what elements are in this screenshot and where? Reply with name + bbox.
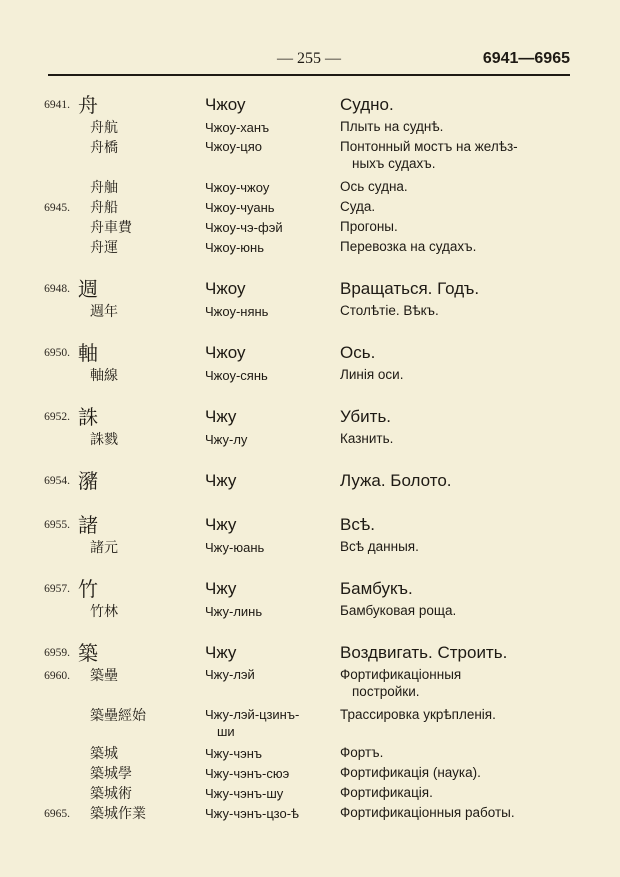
translation-line-1: Фортификаціонныя xyxy=(340,667,462,682)
entry-number: 6965. xyxy=(44,808,70,820)
translation-line-2: ныхъ судахъ. xyxy=(352,156,436,171)
translation: Всѣ. xyxy=(340,515,375,534)
romanization: Чжу-чэнъ-цзо-ѣ xyxy=(205,806,300,821)
romanization: Чжоу-чуань xyxy=(205,200,275,215)
translation: Прогоны. xyxy=(340,219,398,234)
entry-row xyxy=(0,118,620,138)
hanzi: 諸元 xyxy=(90,540,118,556)
translation: Ось. xyxy=(340,343,376,362)
romanization: Чжу xyxy=(205,643,237,662)
hanzi: 築 xyxy=(78,641,98,665)
entry-row xyxy=(0,92,620,118)
translation: Бамбукъ. xyxy=(340,579,413,598)
hanzi: 瀦 xyxy=(78,469,98,493)
translation: Бамбуковая роща. xyxy=(340,603,457,618)
romanization: Чжу-чэнъ xyxy=(205,746,263,761)
hanzi: 舟舳 xyxy=(90,180,118,196)
romanization: Чжоу-сянь xyxy=(205,368,268,383)
romanization: Чжоу-чэ-фэй xyxy=(205,220,283,235)
page-number: — 255 — xyxy=(277,50,341,67)
entry-number: 6948. xyxy=(44,283,70,295)
hanzi: 築城作業 xyxy=(90,806,146,822)
entry-row xyxy=(0,538,620,558)
hanzi: 舟運 xyxy=(90,240,118,256)
romanization xyxy=(205,706,330,740)
entry-number: 6955. xyxy=(44,519,70,531)
translation: Перевозка на судахъ. xyxy=(340,239,477,254)
translation: Лужа. Болото. xyxy=(340,471,452,490)
hanzi: 築城學 xyxy=(90,766,132,782)
translation: Фортъ. xyxy=(340,745,384,760)
hanzi: 舟航 xyxy=(90,120,118,136)
translation: Вращаться. Годъ. xyxy=(340,279,480,298)
entry-number: 6950. xyxy=(44,347,70,359)
entry-row xyxy=(0,404,620,430)
romanization: Чжоу-нянь xyxy=(205,304,269,319)
hanzi: 築壘 xyxy=(90,668,118,684)
translation: Казнить. xyxy=(340,431,394,446)
romanization: Чжоу xyxy=(205,279,246,298)
romanization: Чжоу-цяо xyxy=(205,139,262,154)
hanzi: 竹林 xyxy=(90,604,118,620)
entry-row xyxy=(0,744,620,764)
hanzi: 週 xyxy=(78,277,98,301)
romanization: Чжу-линь xyxy=(205,604,263,619)
entry-row xyxy=(0,468,620,494)
romanization: Чжу-чэнъ-шу xyxy=(205,786,284,801)
entry-number: 6952. xyxy=(44,411,70,423)
hanzi: 軸線 xyxy=(90,368,118,384)
romanization: Чжоу-ханъ xyxy=(205,120,270,135)
entry-row xyxy=(0,366,620,386)
translation: Фортификація (наука). xyxy=(340,765,481,780)
entry-row xyxy=(0,276,620,302)
entry-row xyxy=(0,602,620,622)
entry-row xyxy=(0,576,620,602)
entry-row xyxy=(0,784,620,804)
entry-number: 6957. xyxy=(44,583,70,595)
entry-list xyxy=(0,92,620,824)
entry-number: 6960. xyxy=(44,670,70,682)
translation: Судно. xyxy=(340,95,394,114)
translation: Ось судна. xyxy=(340,179,408,194)
entry-row xyxy=(0,340,620,366)
hanzi: 諸 xyxy=(78,513,98,537)
romanization: Чжоу-чжоу xyxy=(205,180,270,195)
entry-row xyxy=(0,666,620,704)
hanzi: 舟橋 xyxy=(90,140,118,156)
romanization-line-1: Чжу-лэй-цзинъ- xyxy=(205,707,300,722)
entry-row xyxy=(0,302,620,322)
hanzi: 誅 xyxy=(78,405,98,429)
hanzi: 誅戮 xyxy=(90,432,118,448)
entry-number: 6945. xyxy=(44,202,70,214)
entry-row xyxy=(0,218,620,238)
translation: Плыть на суднѣ. xyxy=(340,119,444,134)
romanization: Чжу xyxy=(205,407,237,426)
translation: Столѣтіе. Вѣкъ. xyxy=(340,303,439,318)
entry-row xyxy=(0,430,620,450)
romanization: Чжу xyxy=(205,579,237,598)
translation: Линія оси. xyxy=(340,367,404,382)
hanzi: 築城術 xyxy=(90,786,132,802)
romanization: Чжу-юань xyxy=(205,540,265,555)
romanization: Чжу xyxy=(205,471,237,490)
hanzi: 竹 xyxy=(78,577,98,601)
entry-number: 6954. xyxy=(44,475,70,487)
hanzi: 舟船 xyxy=(90,200,118,216)
entry-row xyxy=(0,706,620,744)
hanzi: 週年 xyxy=(90,304,118,320)
romanization: Чжу-лу xyxy=(205,432,248,447)
hanzi: 築城 xyxy=(90,746,118,762)
entry-row xyxy=(0,512,620,538)
translation: Всѣ данныя. xyxy=(340,539,419,554)
romanization: Чжу-чэнъ-сюэ xyxy=(205,766,290,781)
translation xyxy=(340,138,580,172)
hanzi: 築壘經始 xyxy=(90,708,146,724)
entry-row xyxy=(0,198,620,218)
translation: Фортификаціонныя работы. xyxy=(340,805,515,820)
romanization: Чжоу-юнь xyxy=(205,240,264,255)
translation: Фортификація. xyxy=(340,785,433,800)
translation-line-1: Понтонный мостъ на желѣз- xyxy=(340,139,518,154)
romanization: Чжоу xyxy=(205,343,246,362)
entry-row xyxy=(0,764,620,784)
entry-row xyxy=(0,804,620,824)
page-header xyxy=(48,50,570,72)
translation: Убить. xyxy=(340,407,392,426)
header-rule xyxy=(48,74,570,76)
entry-row xyxy=(0,238,620,258)
entry-row xyxy=(0,640,620,666)
entry-row xyxy=(0,138,620,176)
hanzi: 軸 xyxy=(78,341,98,365)
entry-row xyxy=(0,178,620,198)
entry-number: 6959. xyxy=(44,647,70,659)
romanization-line-2: ши xyxy=(217,724,235,739)
hanzi: 舟 xyxy=(78,93,98,117)
romanization: Чжу-лэй xyxy=(205,667,255,682)
translation-line-2: постройки. xyxy=(352,684,420,699)
translation: Трассировка укрѣпленія. xyxy=(340,707,496,722)
translation: Суда. xyxy=(340,199,376,214)
entry-range: 6941—6965 xyxy=(482,50,570,67)
hanzi: 舟車費 xyxy=(90,220,132,236)
romanization: Чжоу xyxy=(205,95,246,114)
entry-number: 6941. xyxy=(44,99,70,111)
romanization: Чжу xyxy=(205,515,237,534)
translation xyxy=(340,666,580,700)
translation: Воздвигать. Строить. xyxy=(340,643,508,662)
